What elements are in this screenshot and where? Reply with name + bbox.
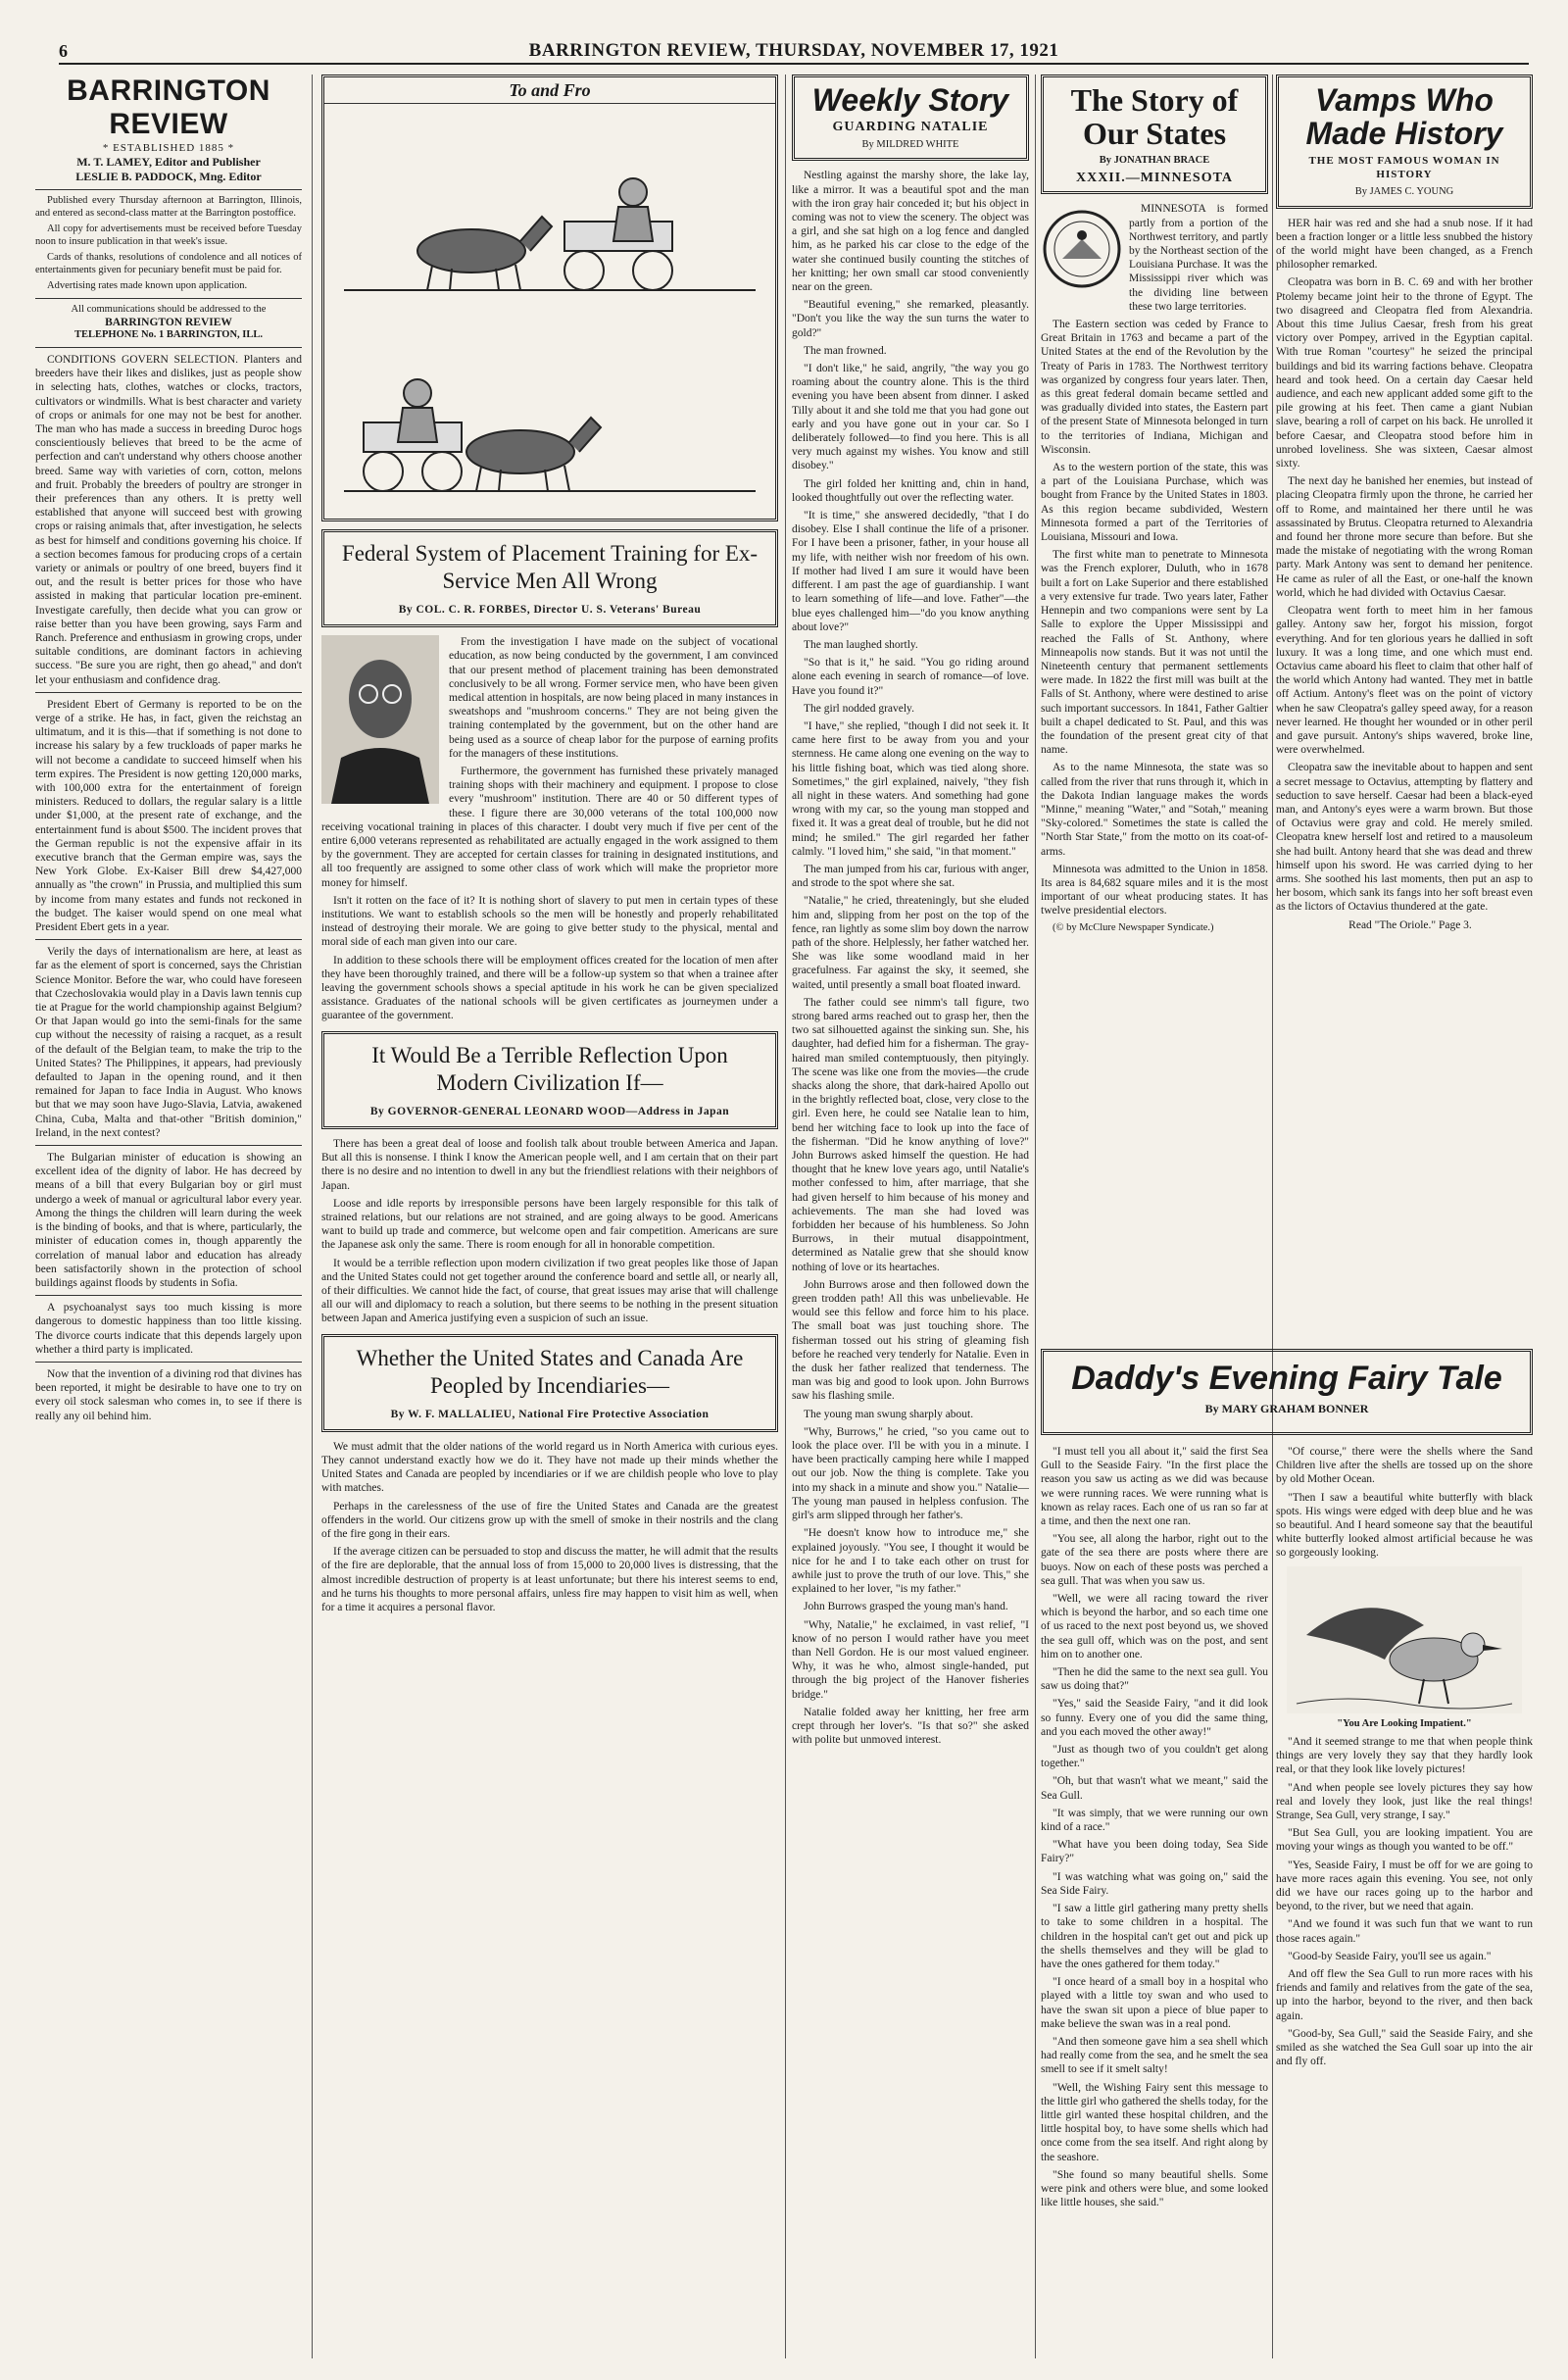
fairy-tale-column-1 (1041, 1445, 1268, 2358)
illustration-caption: "You Are Looking Impatient." (1337, 1717, 1472, 1729)
story-paragraph: "I have," she replied, "though I did not seek it. It came here first to be away from you and your sternness. He came along one evening on the way to his little fishing boat, which was tied along shore. Sometimes," the girl explained, naively, "they fish all night in these waters. And something had gone wrong with my car, so the young man stopped and fixed it. It was a great deal of trouble, but he did not mind; he smiled." The girl regarded her father calmly. "I loved him," she said, "in that moment." (792, 719, 1029, 858)
state-paragraph: The Eastern section was ceded by France to Great Britain in 1763 and became a part of the United States at the end of the Revolution by the Treaty of Paris in 1783. The Northwest territory was organized by congress four years later. Then, as this great federal domain became settled and was gradually divided into states, the Eastern part of the present State of Minnesota belonged in turn to the territories of Indiana, Michigan and Wisconsin. (1041, 319, 1268, 456)
vamps-paragraph: Cleopatra was born in B. C. 69 and with her brother Ptolemy became joint heir to the throne of Egypt. The two disagreed and Cleopatra fled from Alexandria. About this time Julius Caesar, fresh from his great victory over Pompey, arrived in the Egyptian capital. With true Roman "courtesy" he seized the principal buildings and bid its warring factions behave. Cleopatra heard and took heed. On a certain day Caesar held audience, and each new applicant added some gift to the pile growing at his feet. Then came a giant Nubian slave, bearing a roll of carpet on his back. He unrolled it before Caesar, and Cleopatra stood before him in unrobed loveliness. She was sixteen, Caesar almost sixty. (1276, 276, 1533, 471)
article-byline: By W. F. MALLALIEU, National Fire Protective Association (390, 1408, 710, 1420)
fairy-paragraph: "Then I saw a beautiful white butterfly with black spots. His wings were edged with deep blue and he was so beautiful. And I heard someone say that the beautiful white butterfly looked almost artificial because he was so gorgeously looking. (1276, 1491, 1533, 1560)
our-states-title: The Story of Our States (1070, 82, 1239, 151)
story-paragraph: The man frowned. (804, 344, 887, 357)
story-paragraph: The man laughed shortly. (804, 638, 918, 651)
article-paragraph: If the average citizen can be persuaded to stop and discuss the matter, he will admit that the results of the fire are deplorable, that the annual loss of from 15,000 to 20,000 lives is distressing, that the almost incredible destruction of property is at least unfortunate; but there his interest seems to end, and he turns his thoughts to more personal affairs, unless fire may happen to visit him as well, when for a time it acquires a personal flavor. (321, 1546, 778, 1613)
fairy-paragraph: "Good-by Seaside Fairy, you'll see us again." (1288, 1950, 1492, 1962)
editorial-paragraph: CONDITIONS GOVERN SELECTION. Planters and breeders have their likes and dislikes, just as people show in selecting hats, clothes, watches or clocks, tractors, cultivators or windmills. What is best character and variety of crops or animals for one may not be best for another. The man who has made a success in breeding Duroc hogs conscientiously believes that breed to be the acme of perfection and can't understand why others choose another breed. Same way with varieties of corn, cotton, melons and fruit. Probably the breeders of poultry are stronger in their preferences than any others. It is pretty well established that anyone will succeed best with growing crops or raising animals that, after investigation, he selects as best for himself and conditions governing his choice. If a section becomes famous for producing crops of a certain variety or animals or poultry of one breed, buyers find it out, and the result is better prices for those who have assisted in making that particular location pre-eminent. Investigate carefully, then decide what you can grow or raise better than you have been growing, says Farm and Ranch. Preference and enthusiasm in growing crops, under suitable conditions, are dominant factors in achieving success. "Be sure you are right, then go ahead," and don't let your enthusiasm and confidence drag. (35, 353, 302, 686)
state-paragraph: As to the western portion of the state, this was a part of the Louisiana Purchase, which was bought from France by the United States in 1803. As this region became subdivided, Western Minnesota formed a part of the Territories of Louisiana, Missouri and Iowa. (1041, 462, 1268, 544)
editorial-paragraph: Now that the invention of a divining rod that divines has been reported, it might be desirable to have one to try on every oil stock salesman who comes in, to see if there is really any oil behind him. (35, 1367, 302, 1422)
our-states-byline: By JONATHAN BRACE (1099, 155, 1210, 166)
story-paragraph: The girl folded her knitting and, chin in hand, looked thoughtfully out over the reflecting water. (792, 477, 1029, 504)
state-paragraph: MINNESOTA is formed partly from a portion of the Northwest territory, and partly by the Northeast section of the Louisiana Purchase. It was the Mississippi river which was the dividing line between these two large territories. (1129, 203, 1268, 313)
fairy-paragraph: "And when people see lovely pictures they say how real and lovely they look, just like the real things! Strange, Sea Gull, very strange, I say." (1276, 1781, 1533, 1822)
vamps-title: Vamps Who Made History (1305, 82, 1503, 151)
fairy-paragraph: "It was simply, that we were running our own kind of a race." (1041, 1807, 1268, 1834)
editorial-paragraph: Verily the days of internationalism are here, at least as far as the element of sport is concerned, says the Christian Science Monitor. Before the war, who could have foreseen that Czechoslovakia would play in a Davis lawn tennis cup tie at Prague for the world championship against Belgium? Or that Japan would go into the semi-finals for the same cup without the necessity of raising a racquet, as a result of the default of the Belgian team, to make the trip to the United States? The Philippines, it appears, had previously defaulted to Japan in the opening round, and it then remained for Japan to face India in August. Who knows but that we may soon have Jugo-Slavia, Latvia, awakened China, Cuba, Malta and that-other "British dominion," Ireland, in the next contest? (35, 946, 302, 1139)
masthead-title: BARRINGTON REVIEW (67, 74, 270, 140)
story-paragraph: "So that is it," he said. "You go riding around alone each evening in search of romance—of love. Have you found it?" (792, 657, 1029, 697)
fairy-paragraph: "I once heard of a small boy in a hospital who played with a little toy swan and who used to have the swan sit upon a piece of blue paper to make believe the swan was in a real pond. (1041, 1976, 1268, 2030)
fairy-paragraph: "Just as though two of you couldn't get along together." (1041, 1744, 1268, 1770)
notice: Advertising rates made known upon application. (47, 280, 248, 292)
story-paragraph: "It is time," she answered decidedly, "that I do disobey. Else I shall continue the life of a prisoner. For I have been a prisoner, father, in your house all my life, with neither wish nor freedom of his own. If mother had lived I am sure it would have been different. I am past the age of guardianship. I want to learn something of life—and love. Father"—the blue eyes challenged him—"do you know anything about love?" (792, 510, 1029, 633)
masthead-editor: M. T. LAMEY, Editor and Publisher (76, 155, 261, 170)
vamps-paragraph: Cleopatra saw the inevitable about to happen and sent a secret message to Octavius, attempting by flattery and seduction to save herself. Caesar had been a black-eyed man, and Antony's eyes were a warm brown. But those of Octavius were gray and cold. He merely smiled. Cleopatra knew herself lost and retired to a mausoleum she had built. Antony heard that she was dead and threw himself upon his sword. He was carried dying to her arms. She soothed his last moments, then put an asp to her bosom, which sank its fangs into her soft breast even as the lictors of Octavius thundered at the gate. (1276, 762, 1533, 914)
story-paragraph: "I don't like," he said, angrily, "the way you go roaming about the country alone. This is the third evening you have been absent from dinner. I asked Tilly about it and she told me that you had gone out early and you have gone out in your car. So I deliberately followed—to find you here. This is all very much against my wishes. You know and still disobey." (792, 363, 1029, 472)
story-paragraph: The father could see nimm's tall figure, two strong bared arms reached out to grasp her, then the two sat silhouetted against the sinking sun. She, his daughter, had defied him for a fisherman. The gray-haired man smiled contemptuously, then pityingly. The scene was like one from the movies—the crude shacks along the shore, that dark-haired Apollo out in the brightly reflected boat, close, very close to the girl. Even here, he could see Natalie lean to him, bend her witching face to look up into the face of the fisherman. "Did he know anything of love?" John Burrows asked himself the question. He had thought that he knew love years ago, until Natalie's mother confessed to him, after marriage, that she had given herself to him because of his money and achievements. The man she had loved was forbidden her because of his humbleness. So John Burrows, in their mutual disappointment, determined as Natalie grew that she should know nothing of love or its heartaches. (792, 996, 1029, 1273)
fairy-paragraph: "Yes, Seaside Fairy, I must be off for we are going to have more races again this evening. You see, not only did we have our races going up to the harbor and beyond, to the river, but we need that again. (1276, 1859, 1533, 1913)
vamps-paragraph: The next day he banished her enemies, but instead of placing Cleopatra firmly upon the throne, he carried her off to Rome, and maintained her there until he was assassinated by Brutus. Cleopatra returned to Alexandria and found her throne more secure than before. But she made the mistake of negotiating with the wrong Roman party. Mark Antony was sent to demand her penitence. He came as ruler of all the East, or one-half the known world, which he had divided with Octavius Caesar. (1276, 475, 1533, 599)
article-title: Whether the United States and Canada Are Peopled by Incendiaries— (356, 1345, 744, 1398)
fairy-paragraph: "Then he did the same to the next sea gull. You saw us doing that?" (1041, 1666, 1268, 1693)
address-line: All communications should be addressed to the (71, 303, 267, 315)
fairy-paragraph: "But Sea Gull, you are looking impatient. You are moving your wings as though you wanted to be off." (1276, 1827, 1533, 1854)
fairy-paragraph: "Well, we were all racing toward the river which is beyond the harbor, and so each time one of us raced to the next post beyond us, we shoved the sea gull off, which was on the post, and sent him on to another one. (1041, 1593, 1268, 1661)
article-paragraph: Loose and idle reports by irresponsible persons have been largely responsible for this talk of strained relations, but our relations are not strained, and are going always to be good. Americans want to build up trade and commerce, but welcome open and fair competition. Americans are sure the Japanese ask only the same. There is room enough for all in honorable competition. (321, 1197, 778, 1252)
article-title: Federal System of Placement Training for Ex-Service Men All Wrong (341, 541, 759, 593)
article-paragraph: From the investigation I have made on the subject of vocational education, as now being conducted by the government, I am convinced that our present method of placement training has been demonstrated conclusively to be all wrong. Former service men, who have been given medical attention in hospitals, are now being placed in many instances in sweatshops and "mushroom concerns." They are not being given the training contemplated by the government, but on the other hand are being used as a source of cheap labor for the purpose of earning profits for the managers of these institutions. (449, 636, 778, 760)
fairy-paragraph: "You see, all along the harbor, right out to the gate of the sea there are posts where there are buoys. Now on each of these posts was perched a sea gull. That was when you saw us. (1041, 1533, 1268, 1587)
column-weekly-story (792, 74, 1029, 2358)
article-paragraph: There has been a great deal of loose and foolish talk about trouble between America and Japan. But all this is nonsense. I think I know the American people well, and I am certain that on their part there is no desire and no intention to dwell in any but the friendliest relations with their neighbors of Japan. (321, 1137, 778, 1192)
vamps-paragraph: Cleopatra went forth to meet him in her famous galley. Antony saw her, forgot his mission, forgot everything. And for ten glorious years he dallied in soft luxury. It was a long time, and one which must end. Octavius came aboard his fleet to claim that other half of the world which Antony had wanted. They met in battle off Actium. Antony's fleet was on the point of victory when he saw Cleopatra's galley speed away, for a reason never learned. He thought her wounded or in other peril and gave pursuit. Antony's ships wavered, broke line, were overwhelmed. (1276, 605, 1533, 757)
editorial-paragraph: The Bulgarian minister of education is showing an excellent idea of the dignity of labor. He has decreed by means of a bill that every Bulgarian boy or girl must undergo a week of manual or agricultural labor every year. Among the things the children will learn during the week is the binding of books, and that is where, particularly, the minister of education comes in, though apparently the correlation of manual labor and education has already been satisfactorily shown in the protection of school buildings against floods by students in Sofia. (35, 1152, 302, 1289)
fairy-paragraph: "And we found it was such fun that we want to run those races again." (1276, 1918, 1533, 1945)
editorial-paragraph: President Ebert of Germany is reported to be on the verge of a strike. He has, in fact, given the reichstag an ultimatum, and it is this—that if something is not done to increase his salary by a few truckloads of paper marks he will not become a candidate to succeed himself when his term expires. The President is now getting 120,000 marks, with 100,000 extra for the entertainment of foreign ministers. Reduced to dollars, the regular salary is a little under $1,000, at the present rate of exchange, and the entertainment fund is about $500. The incident proves that the German republic is not the expensive affair in its executive branch that the German empire was, says the New York Globe. Ex-Kaiser Bill drew $4,427,000 annually as "the crown" in Prussia, and multiplied this sum by income from many estates and funds not reckoned in the budget. The kaiser would spend on one meal what President Ebert gets in a year. (35, 698, 302, 934)
editorial-paragraph: A psychoanalyst says too much kissing is more dangerous to domestic happiness than too little kissing. The divorce courts indicate that this depends largely upon whether a third party is implicated. (35, 1302, 302, 1356)
fairy-paragraph: "I was watching what was going on," said the Sea Side Fairy. (1041, 1870, 1268, 1897)
article-byline: By COL. C. R. FORBES, Director U. S. Veterans' Bureau (398, 604, 702, 616)
cartoon-illustration (324, 104, 775, 506)
story-paragraph: Nestling against the marshy shore, the lake lay, like a mirror. It was a beautiful spot and the man with the iron gray hair conceded it; but his object in coming was not to view the scenery. The object was a girl, and she sat high on a log fence and dangled him, as he parked his car close to the edge of the water she continued busily counting the stitches of her knitting; her own small car stood conveniently near on the green. (792, 170, 1029, 294)
newspaper-dateline: BARRINGTON REVIEW, THURSDAY, NOVEMBER 17, 1921 (528, 40, 1059, 61)
fairy-paragraph: "Well, the Wishing Fairy sent this message to the little girl who gathered the shells today, for the little girl wanted these hospital children, and the little hospital boy, to have some shells which had once come from the sea itself. And right along by the seashore. (1041, 2081, 1268, 2163)
our-states-chapter: XXXII.—MINNESOTA (1075, 171, 1234, 186)
article-header-wood (321, 1031, 778, 1129)
fairy-paragraph: "Yes," said the Seaside Fairy, "and it did look so funny. Every one of you did the same thing, and you each moved the other away!" (1041, 1698, 1268, 1738)
fairy-paragraph: "Of course," there were the shells where the Sand Children live after the shells are tossed up on the shore by old Mother Ocean. (1276, 1446, 1533, 1486)
address-name: BARRINGTON REVIEW (105, 317, 232, 329)
state-paragraph: As to the name Minnesota, the state was so called from the river that runs through it, which in the Dakota Indian language makes the words "Minne," meaning "Water," and "Sotah," meaning "Sky-colored." Sometimes the state is called the "North Star State," from the motto on its coat-of-arms. (1041, 762, 1268, 858)
weekly-story-header (792, 74, 1029, 161)
continued-note: Read "The Oriole." Page 3. (1348, 918, 1472, 931)
cartoon-title: To and Fro (324, 77, 775, 104)
article-paragraph: It would be a terrible reflection upon modern civilization if two great peoples like those of Japan and the United States could not get together around the conference board and settle all, or nearly all, of their difficulties. We cannot hide the fact, of course, that great issues may arise that will challenge all our will and diplomacy to reach a solution, but there seems to be nothing in the present situation between Japan and America justifying even a suspicion of such an issue. (321, 1257, 778, 1325)
our-states-header (1041, 74, 1268, 194)
story-paragraph: "Why, Burrows," he cried, "so you came out to look the place over. I'll be with you in a minute. I have been practically camping here while I mapped out our job. Now the thing is complete. Take you into my shack in a minute and show you." Natalie—The young man paused in helpless confusion. The girl's arm slipped through her father's. (792, 1425, 1029, 1522)
cartoon (321, 74, 778, 521)
column-articles (321, 74, 778, 2358)
article-paragraph: In addition to these schools there will be employment offices created for the location of men after they have been thoroughly trained, and there will be a follow-up system so that when a trainee after leaving the government schools shows a special aptitude in his work he can be given specialized assistance. Graduates of the national schools will be given certificates as journeymen under a guarantee of the government. (321, 954, 778, 1022)
notice: Cards of thanks, resolutions of condolence and all notices of entertainments given for pecuniary benefit must be paid for. (35, 252, 302, 275)
column-vamps (1276, 74, 1533, 1339)
fairy-paragraph: "I saw a little girl gathering many pretty shells to take to some children in a hospital. The children in the hospital can't get out and pick up the shells themselves and they will be glad to have the ones gathered for them today." (1041, 1903, 1268, 1970)
fairy-paragraph: "Oh, but that wasn't what we meant," said the Sea Gull. (1041, 1775, 1268, 1802)
page-number: 6 (59, 40, 68, 61)
fairy-paragraph: "She found so many beautiful shells. Some were pink and others were blue, and some looked like little houses, she said." (1041, 2168, 1268, 2209)
story-paragraph: The man jumped from his car, furious with anger, and strode to the spot where she sat. (792, 863, 1029, 890)
fairy-tale-title: Daddy's Evening Fairy Tale (1071, 1360, 1502, 1397)
fairy-paragraph: "And it seemed strange to me that when people think things are very lovely they say that they hardly look real, or that they look like lovely pictures! (1276, 1736, 1533, 1776)
vamps-byline: By JAMES C. YOUNG (1354, 186, 1454, 198)
story-paragraph: "He doesn't know how to introduce me," she explained joyously. "You see, I thought it would be nice for he and I to take each other on trust for awhile just to prove the truth of our love. This," she explained to her lover, "is my father." (792, 1527, 1029, 1596)
notice: All copy for advertisements must be received before Tuesday noon to insure publication in that week's issue. (35, 223, 302, 247)
article-byline: By GOVERNOR-GENERAL LEONARD WOOD—Address in Japan (369, 1105, 730, 1117)
article-paragraph: We must admit that the older nations of the world regard us in North America with curious eyes. They cannot understand exactly how we do it. They have not made up their minds whether the United States and Canada are peopled by incendiaries or if we are childish people who love to play with matches. (321, 1440, 778, 1495)
fairy-paragraph: "Good-by, Sea Gull," said the Seaside Fairy, and she smiled as she watched the Sea Gull soar up into the air and fly off. (1276, 2027, 1533, 2068)
sea-gull-illustration (1287, 1566, 1522, 1713)
fairy-paragraph: "What have you been doing today, Sea Side Fairy?" (1041, 1839, 1268, 1865)
vamps-header (1276, 74, 1533, 209)
fairy-tale-header (1041, 1349, 1533, 1435)
story-paragraph: "Natalie," he cried, threateningly, but she eluded him and, slipping from her post on the top of the fence, ran lightly as some slim boy down the narrow path of the shore. Helplessly, her father watched her. She was like some woodland maid in her gracefulness. Far against the sky, it seemed, she waited, until presently a small boat floated inward. (792, 895, 1029, 991)
weekly-story-title: Weekly Story (811, 82, 1009, 118)
column-editorial (35, 74, 302, 2358)
article-paragraph: Isn't it rotten on the face of it? It is nothing short of slavery to put men in certain types of these institutions. We want to establish schools so the men will be honestly and properly rehabilitated instead of destroying their morale. We are going to give better study to the physical, mental and moral side of each man given into our care. (321, 894, 778, 949)
masthead-established: * ESTABLISHED 1885 * (102, 142, 235, 154)
fairy-tale-byline: By MARY GRAHAM BONNER (1204, 1402, 1369, 1415)
masthead-manager: LESLIE B. PADDOCK, Mng. Editor (75, 170, 262, 184)
story-paragraph: Natalie folded away her knitting, her free arm crept through her lover's. "Is that so?" she asked with polite but unmoved interest. (792, 1706, 1029, 1747)
column-our-states (1041, 74, 1268, 1339)
story-paragraph: The girl nodded gravely. (804, 702, 914, 715)
article-title: It Would Be a Terrible Reflection Upon Modern Civilization If— (371, 1042, 728, 1095)
story-paragraph: "Beautiful evening," she remarked, pleasantly. "Don't you like the way the sun turns the water to gold?" (792, 299, 1029, 339)
fairy-paragraph: "I must tell you all about it," said the first Sea Gull to the Seaside Fairy. "In the first place the reason you saw us acting as we did was because we were running races. We were running what is known as relay races. Each one of us ran so far at a time, and then the next one ran. (1041, 1446, 1268, 1528)
story-paragraph: John Burrows arose and then followed down the green trodden path! All this was unbelievable. He would see this fellow and force him to his place. The small boat was just touching shore. The fisherman tossed out his string of gleaming fish before he reached very tenderly for Natalie. Even in the dusk her father realized that tenderness. The man was big and good to look upon. John Burrows saw his flashing smile. (792, 1278, 1029, 1403)
page-header (59, 39, 1529, 65)
state-paragraph: Minnesota was admitted to the Union in 1858. Its area is 84,682 square miles and it is the most important of our wheat producing states. It has twelve presidential electors. (1041, 863, 1268, 917)
state-paragraph: The first white man to penetrate to Minnesota was the French explorer, Duluth, who in 1678 built a fort on Lake Superior and there established a very extensive fur trade. Two years later, Father Hennepin and two companions were sent by La Salle to explore the Upper Mississippi and reached the Falls of St. Anthony, where Minneapolis now stands. But it was not until the Nineteenth century that permanent settlements were made. In 1822 the first mill was built at the Falls of St. Anthony, where were destined to arise such important successors. In 1841, Father Galtier built a chapel dedicated to St. Paul, and this was the foundation of the present great city of that name. (1041, 549, 1268, 757)
telephone: TELEPHONE No. 1 BARRINGTON, ILL. (74, 329, 264, 341)
fairy-tale-column-2 (1276, 1445, 1533, 2358)
notice: Published every Thursday afternoon at Barrington, Illinois, and entered as second-class matter at the Barrington postoffice. (35, 195, 302, 219)
article-header-forbes (321, 529, 778, 627)
story-paragraph: "Why, Natalie," he exclaimed, in vast relief, "I know of no person I would rather have you meet than Nell Gordon. He is our most valued engineer. Why, it was he who, almost single-handed, put through the big project of the Hanover fisheries bridge." (792, 1618, 1029, 1701)
state-seal-icon (1041, 202, 1123, 296)
weekly-story-subtitle: GUARDING NATALIE (832, 120, 989, 134)
article-paragraph: Perhaps in the carelessness of the use of fire the United States and Canada are the greatest offenders in the world. Our citizens grow up with the smell of smoke in their nostrils and the clang of the fire gong in their ears. (321, 1500, 778, 1540)
portrait-photo (321, 635, 439, 804)
vamps-paragraph: HER hair was red and she had a snub nose. If it had been a fraction longer or a little less snubbed the history of the world might have been changed, as a French philosopher remarked. (1276, 217, 1533, 272)
story-paragraph: John Burrows grasped the young man's hand. (804, 1601, 1008, 1613)
weekly-story-byline: By MILDRED WHITE (861, 139, 959, 151)
article-paragraph: Furthermore, the government has furnished these privately managed training shops with their machinery and equipment. I propose to close every "mushroom" institution. There are 40 or 50 different types of these. I figure there are 30,000 veterans of the total 100,000 now receiving vocational training in places of this character. I doubt very much if five per cent of the entire 6,000 veterans represented as rehabilitated are actually engaged in the work assigned to them by the government. They are accepted for certain classes for training in designated institutions, and all too frequently are assigned to some other class of work which will make the proprietor more money for himself. (321, 766, 778, 889)
copyright-note: (© by McClure Newspaper Syndicate.) (1053, 921, 1214, 933)
article-header-mallalieu (321, 1334, 778, 1432)
fairy-paragraph: "And then someone gave him a sea shell which had really come from the sea, and he smelt the sea smell to see if it smelt salty! (1041, 2035, 1268, 2076)
vamps-subtitle: THE MOST FAMOUS WOMAN IN HISTORY (1308, 155, 1500, 181)
story-paragraph: The young man swung sharply about. (804, 1408, 974, 1420)
fairy-paragraph: And off flew the Sea Gull to run more races with his friends and family and relatives from the gate of the sea, up into the harbor, beyond to the river, and then back again. (1276, 1968, 1533, 2022)
